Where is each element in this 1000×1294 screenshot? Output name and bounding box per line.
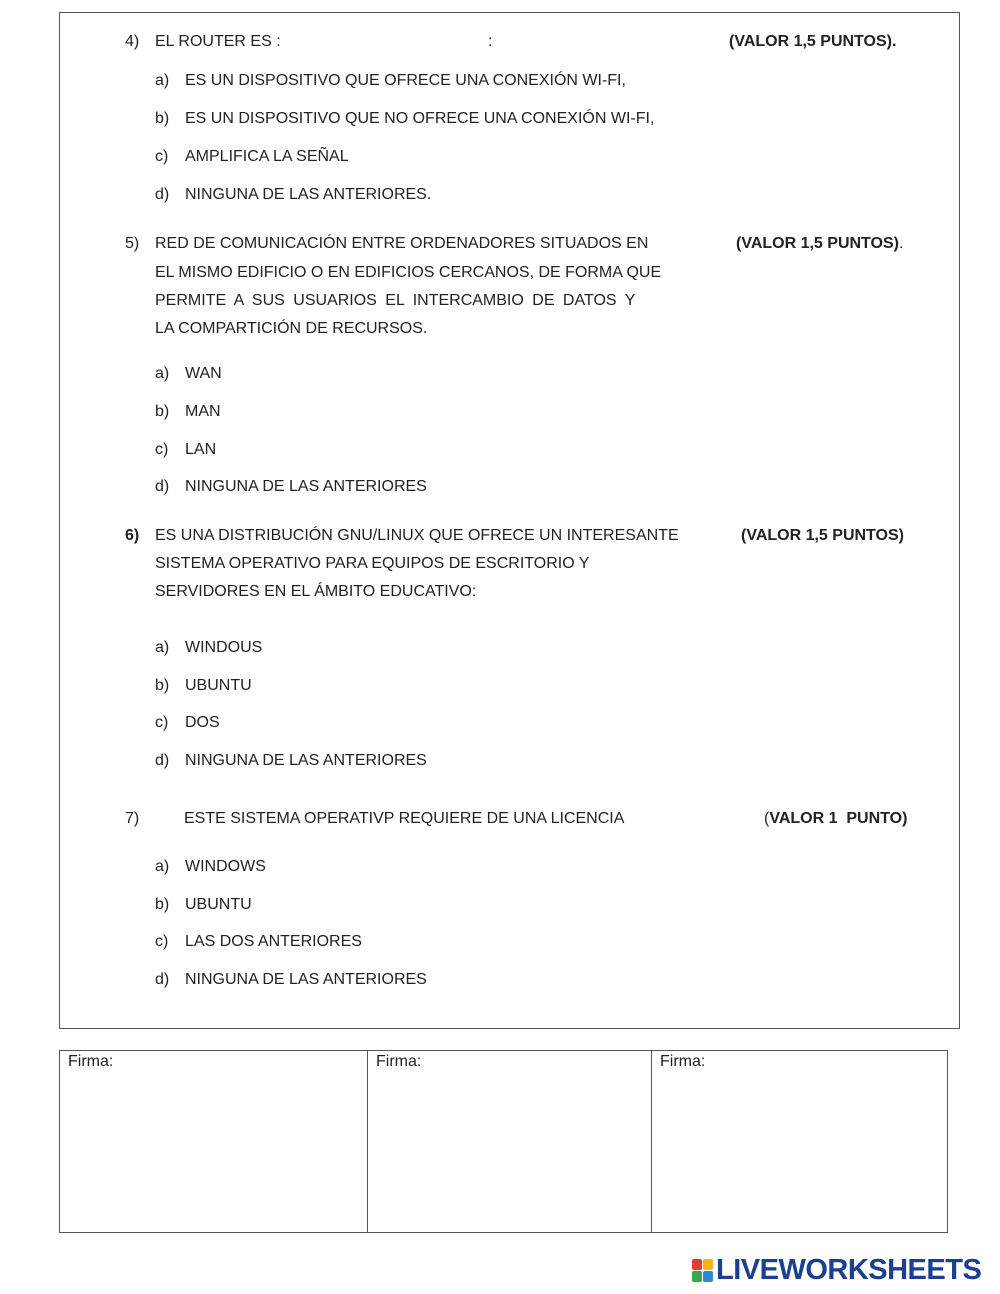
logo-mark-tile <box>692 1271 702 1282</box>
question-text-line: ES UNA DISTRIBUCIÓN GNU/LINUX QUE OFRECE UN INTERESANTE <box>155 527 679 544</box>
option-letter: d) <box>155 752 170 769</box>
question-number: 4) <box>125 33 140 50</box>
option-letter: c) <box>155 714 169 731</box>
signature-cell-1[interactable] <box>60 1051 368 1232</box>
option-letter: a) <box>155 72 170 89</box>
option-letter: d) <box>155 186 170 203</box>
option-text: NINGUNA DE LAS ANTERIORES <box>185 971 427 988</box>
option-letter: b) <box>155 896 170 913</box>
question-text-line: SERVIDORES EN EL ÁMBITO EDUCATIVO: <box>155 583 477 600</box>
option-text: ES UN DISPOSITIVO QUE OFRECE UNA CONEXIÓN WI-FI, <box>185 72 626 89</box>
option-text: UBUNTU <box>185 896 252 913</box>
question-number: 6) <box>125 527 140 544</box>
question-value-prefix: ( <box>764 810 770 827</box>
option-letter: b) <box>155 677 170 694</box>
option-letter: a) <box>155 639 170 656</box>
logo-mark-tile <box>703 1259 713 1270</box>
option-letter: a) <box>155 365 170 382</box>
question-value <box>764 809 907 829</box>
question-number: 5) <box>125 235 140 252</box>
logo-text: LIVEWORKSHEETS <box>716 1253 982 1286</box>
liveworksheets-logo[interactable] <box>692 1255 981 1285</box>
signature-table <box>59 1050 948 1233</box>
logo-mark-icon <box>692 1259 713 1282</box>
option-letter: d) <box>155 478 170 495</box>
option-text: NINGUNA DE LAS ANTERIORES. <box>185 186 432 203</box>
option-letter: b) <box>155 110 170 127</box>
question-text: EL ROUTER ES : <box>155 33 281 50</box>
option-text: WINDOWS <box>185 858 266 875</box>
option-letter: c) <box>155 441 169 458</box>
signature-label: Firma: <box>68 1053 114 1070</box>
option-text: WINDOUS <box>185 639 263 656</box>
option-text: LAS DOS ANTERIORES <box>185 933 362 950</box>
option-text: LAN <box>185 441 217 458</box>
question-text-line: RED DE COMUNICACIÓN ENTRE ORDENADORES SITUADOS EN <box>155 235 649 252</box>
option-letter: d) <box>155 971 170 988</box>
option-letter: c) <box>155 933 169 950</box>
question-text-line: EL MISMO EDIFICIO O EN EDIFICIOS CERCANOS, DE FORMA QUE <box>155 264 662 281</box>
option-text: ES UN DISPOSITIVO QUE NO OFRECE UNA CONEXIÓN WI-FI, <box>185 110 655 127</box>
question-text: ESTE SISTEMA OPERATIVP REQUIERE DE UNA LICENCIA <box>184 810 625 827</box>
question-text-line: LA COMPARTICIÓN DE RECURSOS. <box>155 320 428 337</box>
question-text-colon: : <box>488 33 493 50</box>
question-text-line: SISTEMA OPERATIVO PARA EQUIPOS DE ESCRITORIO Y <box>155 555 590 572</box>
question-value <box>736 234 903 254</box>
question-value: (VALOR 1,5 PUNTOS). <box>729 33 897 50</box>
question-text-line: PERMITE A SUS USUARIOS EL INTERCAMBIO DE DATOS Y <box>155 292 636 309</box>
question-value-text: VALOR 1 PUNTO) <box>769 810 908 827</box>
signature-cell-3[interactable] <box>651 1051 947 1232</box>
option-letter: a) <box>155 858 170 875</box>
option-text: UBUNTU <box>185 677 252 694</box>
option-text: DOS <box>185 714 220 731</box>
question-number: 7) <box>125 810 140 827</box>
question-value-suffix: . <box>898 235 904 252</box>
option-letter: b) <box>155 403 170 420</box>
question-value: (VALOR 1,5 PUNTOS) <box>741 527 904 544</box>
signature-cell-2[interactable] <box>367 1051 652 1232</box>
question-value-text: (VALOR 1,5 PUNTOS) <box>736 235 899 252</box>
option-text: NINGUNA DE LAS ANTERIORES <box>185 478 427 495</box>
logo-mark-tile <box>692 1259 702 1270</box>
option-text: NINGUNA DE LAS ANTERIORES <box>185 752 427 769</box>
option-text: MAN <box>185 403 221 420</box>
signature-label: Firma: <box>660 1053 706 1070</box>
option-text: AMPLIFICA LA SEÑAL <box>185 148 349 165</box>
logo-mark-tile <box>703 1271 713 1282</box>
option-text: WAN <box>185 365 222 382</box>
option-letter: c) <box>155 148 169 165</box>
signature-label: Firma: <box>376 1053 422 1070</box>
